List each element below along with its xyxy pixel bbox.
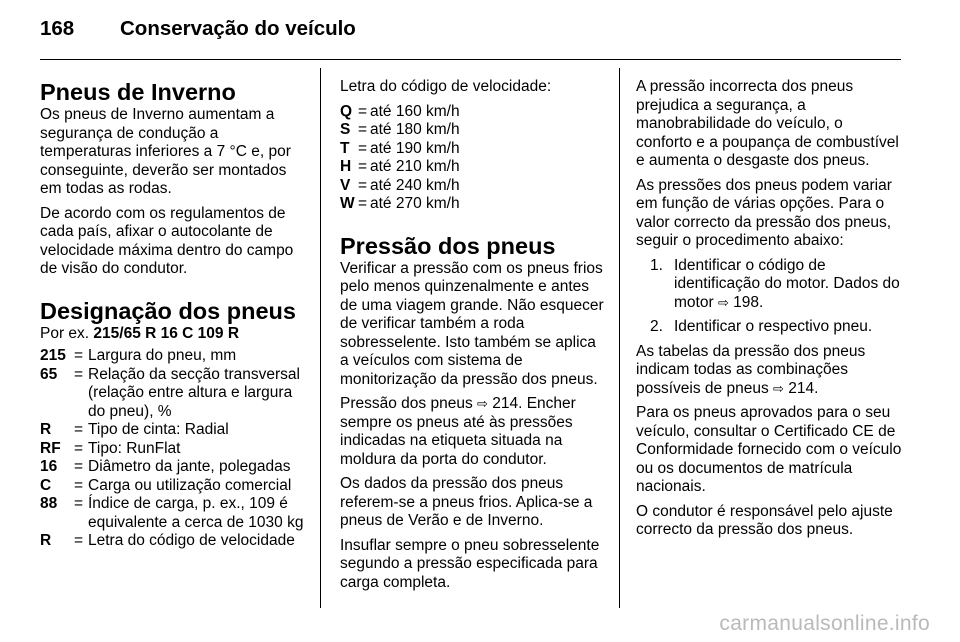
page-reference[interactable]: 198	[733, 293, 760, 311]
definition-equals: =	[74, 439, 84, 457]
speed-row	[340, 121, 606, 140]
definition-row	[40, 366, 306, 422]
speed-value: até 270 km/h	[370, 195, 460, 212]
column-1	[40, 62, 306, 551]
column-2	[340, 62, 606, 598]
definition-row	[40, 532, 306, 551]
example-line	[40, 325, 306, 344]
paragraph: Verificar a pressão com os pneus frios pelo menos quinzenalmente e antes de uma viagem grande. Não esquecer de verificar também a roda sobresselente. Isto também se aplica a veículos com sistema de monitorização da pressão dos pneus.	[340, 259, 604, 388]
definition-text: Letra do código de velocidade	[88, 532, 295, 549]
speed-equals: =	[358, 139, 368, 157]
header-rule	[40, 59, 901, 60]
heading-tyre-designation: Designação dos pneus	[40, 297, 296, 324]
definition-equals: =	[74, 458, 84, 475]
definition-row	[40, 347, 306, 366]
definition-text: Tipo: RunFlat	[88, 439, 181, 457]
column-3	[636, 62, 902, 546]
speed-code: Q	[340, 102, 353, 120]
page-header	[40, 17, 356, 41]
speed-code: V	[340, 176, 351, 194]
definition-text: Largura do pneu, mm	[88, 347, 237, 364]
definition-text: Carga ou utilização comercial	[88, 476, 292, 494]
definition-equals: =	[74, 365, 84, 383]
definition-list	[40, 347, 306, 551]
section-title: Conservação do veículo	[120, 17, 356, 40]
definition-equals: =	[74, 532, 84, 549]
definition-key: 215	[40, 347, 66, 364]
speed-value: até 240 km/h	[370, 176, 460, 194]
paragraph: Insuflar sempre o pneu sobresselente segundo a pressão especificada para carga completa.	[340, 536, 600, 591]
step-number: 1.	[650, 256, 663, 274]
paragraph: As tabelas da pressão dos pneus indicam todas as combinações possíveis de pneus ⇨ 214.	[636, 342, 866, 397]
list-item: 1. Identificar o código de identificação do motor. Dados do motor ⇨ 198.	[650, 256, 900, 311]
list-item: 2. Identificar o respectivo pneu.	[650, 318, 873, 335]
page-number: 168	[40, 17, 75, 40]
watermark: carmanualsonline.info	[719, 612, 930, 635]
definition-equals: =	[74, 347, 84, 364]
definition-equals: =	[74, 476, 84, 494]
speed-row	[340, 140, 606, 159]
column-divider	[320, 68, 321, 608]
page-reference-icon: ⇨	[477, 396, 488, 411]
step-number: 2.	[650, 318, 663, 335]
speed-row	[340, 103, 606, 122]
definition-key: R	[40, 421, 52, 438]
definition-key: R	[40, 532, 52, 549]
heading-tyre-pressure: Pressão dos pneus	[340, 232, 556, 259]
paragraph: Os pneus de Inverno aumentam a segurança de condução a temperaturas inferiores a 7 °C e, por conseguinte, deverão ser montados em todas as rodas.	[40, 106, 291, 197]
paragraph: A pressão incorrecta dos pneus prejudica a segurança, a manobrabilidade do veículo, o conforto e a poupança de combustível e aumenta o desgaste dos pneus.	[636, 78, 899, 169]
paragraph: Os dados da pressão dos pneus referem-se a pneus frios. Aplica-se a pneus de Verão e de Inverno.	[340, 475, 593, 529]
speed-row	[340, 158, 606, 177]
definition-equals: =	[74, 495, 84, 512]
definition-row	[40, 458, 306, 477]
definition-text: Índice de carga, p. ex., 109 é equivalente a cerca de 1030 kg	[88, 495, 304, 531]
speed-row	[340, 195, 606, 214]
speed-equals: =	[358, 102, 368, 120]
speed-value: até 210 km/h	[370, 158, 460, 175]
speed-value: até 160 km/h	[370, 102, 460, 120]
paragraph: As pressões dos pneus podem variar em função de várias opções. Para o valor correcto da pressão dos pneus, seguir o procedimento abaixo:	[636, 176, 892, 249]
speed-equals: =	[358, 195, 368, 212]
speed-code: W	[340, 195, 355, 212]
column-divider	[619, 68, 620, 608]
definition-key: 16	[40, 458, 58, 475]
definition-key: 65	[40, 365, 58, 383]
speed-list	[340, 103, 606, 214]
paragraph: O condutor é responsável pelo ajuste correcto da pressão dos pneus.	[636, 502, 893, 538]
speed-code: T	[340, 139, 350, 157]
example-code: 215/65 R 16 C 109 R	[93, 324, 240, 342]
speed-code: H	[340, 158, 352, 175]
speed-row	[340, 177, 606, 196]
definition-row	[40, 495, 306, 532]
speed-value: até 180 km/h	[370, 121, 460, 138]
speed-intro: Letra do código de velocidade:	[340, 78, 552, 95]
definition-key: 88	[40, 495, 58, 512]
definition-text: Relação da secção transversal (relação entre altura e largura do pneu), %	[88, 365, 300, 420]
speed-equals: =	[358, 176, 368, 194]
definition-text: Tipo de cinta: Radial	[88, 421, 229, 438]
definition-equals: =	[74, 421, 84, 438]
definition-key: RF	[40, 439, 61, 457]
page-reference-icon: ⇨	[773, 380, 784, 396]
definition-row	[40, 421, 306, 440]
page-reference[interactable]: 214	[492, 395, 519, 412]
example-prefix: Por ex.	[40, 324, 94, 342]
paragraph: Pressão dos pneus ⇨ 214. Encher sempre os pneus até às pressões indicadas na etiqueta situada na moldura da porta do condutor.	[340, 395, 576, 468]
definition-row	[40, 477, 306, 496]
paragraph: De acordo com os regulamentos de cada país, afixar o autocolante de velocidade máxima dentro do campo de visão do condutor.	[40, 204, 294, 277]
definition-key: C	[40, 476, 52, 494]
speed-equals: =	[358, 121, 368, 138]
speed-code: S	[340, 121, 351, 138]
page-reference[interactable]: 214	[788, 379, 815, 397]
definition-text: Diâmetro da jante, polegadas	[88, 458, 291, 475]
definition-row	[40, 440, 306, 459]
heading-winter-tyres: Pneus de Inverno	[40, 79, 236, 105]
speed-value: até 190 km/h	[370, 139, 460, 157]
paragraph: Para os pneus aprovados para o seu veículo, consultar o Certificado CE de Conformidade fornecido com o veículo ou os documentos de matrícula nacionais.	[636, 404, 902, 495]
speed-equals: =	[358, 158, 368, 175]
page-reference-icon: ⇨	[717, 294, 729, 310]
